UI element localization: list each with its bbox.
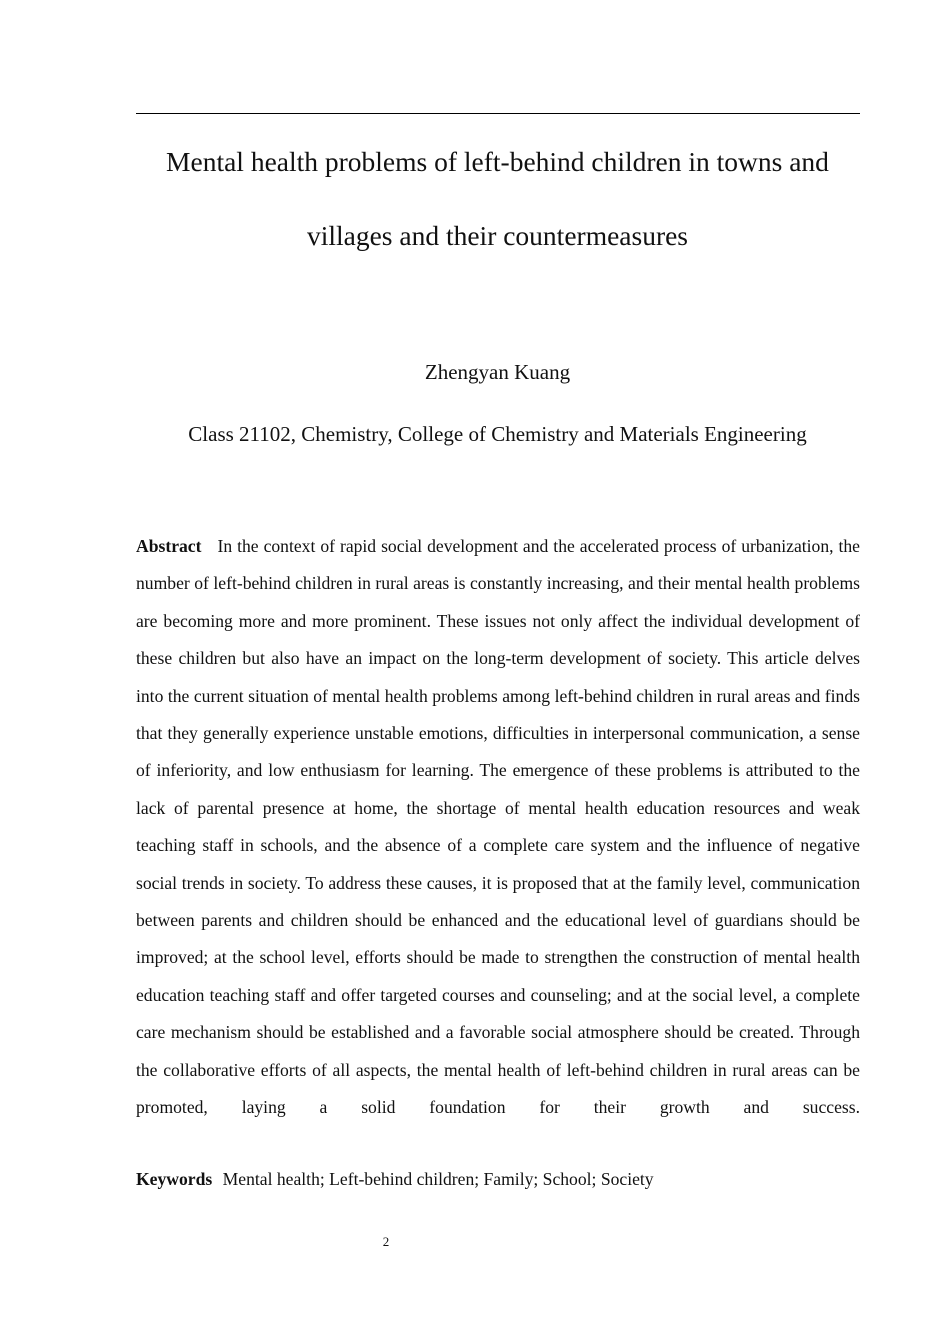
- author-name: Zhengyan Kuang: [424, 360, 571, 384]
- abstract-text: In the context of rapid social development and the accelerated process of urbanization, the number of left-behind children in rural areas is constantly increasing, and their mental health problems are becoming more and more prominent. These issues not only affect the individual development of these children but also have an impact on the long-term development of society. This article delves into the current situation of mental health problems among left-behind children in rural areas and finds that they generally experience unstable emotions, difficulties in interpersonal communication, a sense of inferiority, and low enthusiasm for learning. The emergence of these problems is attributed to the lack of parental presence at home, the shortage of mental health education resources and weak teaching staff in schools, and the absence of a complete care system and the influence of negative social trends in society. To address these causes, it is proposed that at the family level, communication between parents and children should be enhanced and the educational level of guardians should be improved; at the school level, efforts should be made to strengthen the construction of mental health education teaching staff and offer targeted courses and counseling; and at the social level, a complete care mechanism should be established and a favorable social atmosphere should be created. Through the collaborative efforts of all aspects, the mental health of left-behind children in rural areas can be promoted, laying a solid foundation for their growth and success.: [136, 536, 860, 1118]
- paper-title: [100, 143, 895, 254]
- keywords: [136, 1166, 860, 1192]
- abstract-label: Abstract: [136, 536, 202, 556]
- header-rule: [136, 113, 860, 114]
- author-affiliation: Class 21102, Chemistry, College of Chemistry and Materials Engineering: [188, 422, 807, 446]
- abstract: [136, 528, 860, 1127]
- keywords-label: Keywords: [136, 1169, 213, 1189]
- title-line-1: Mental health problems of left-behind children in towns and: [166, 146, 829, 177]
- title-line-2: villages and their countermeasures: [306, 220, 689, 251]
- page-number: 2: [382, 1234, 390, 1249]
- keywords-text: Mental health; Left-behind children; Family; School; Society: [222, 1169, 654, 1189]
